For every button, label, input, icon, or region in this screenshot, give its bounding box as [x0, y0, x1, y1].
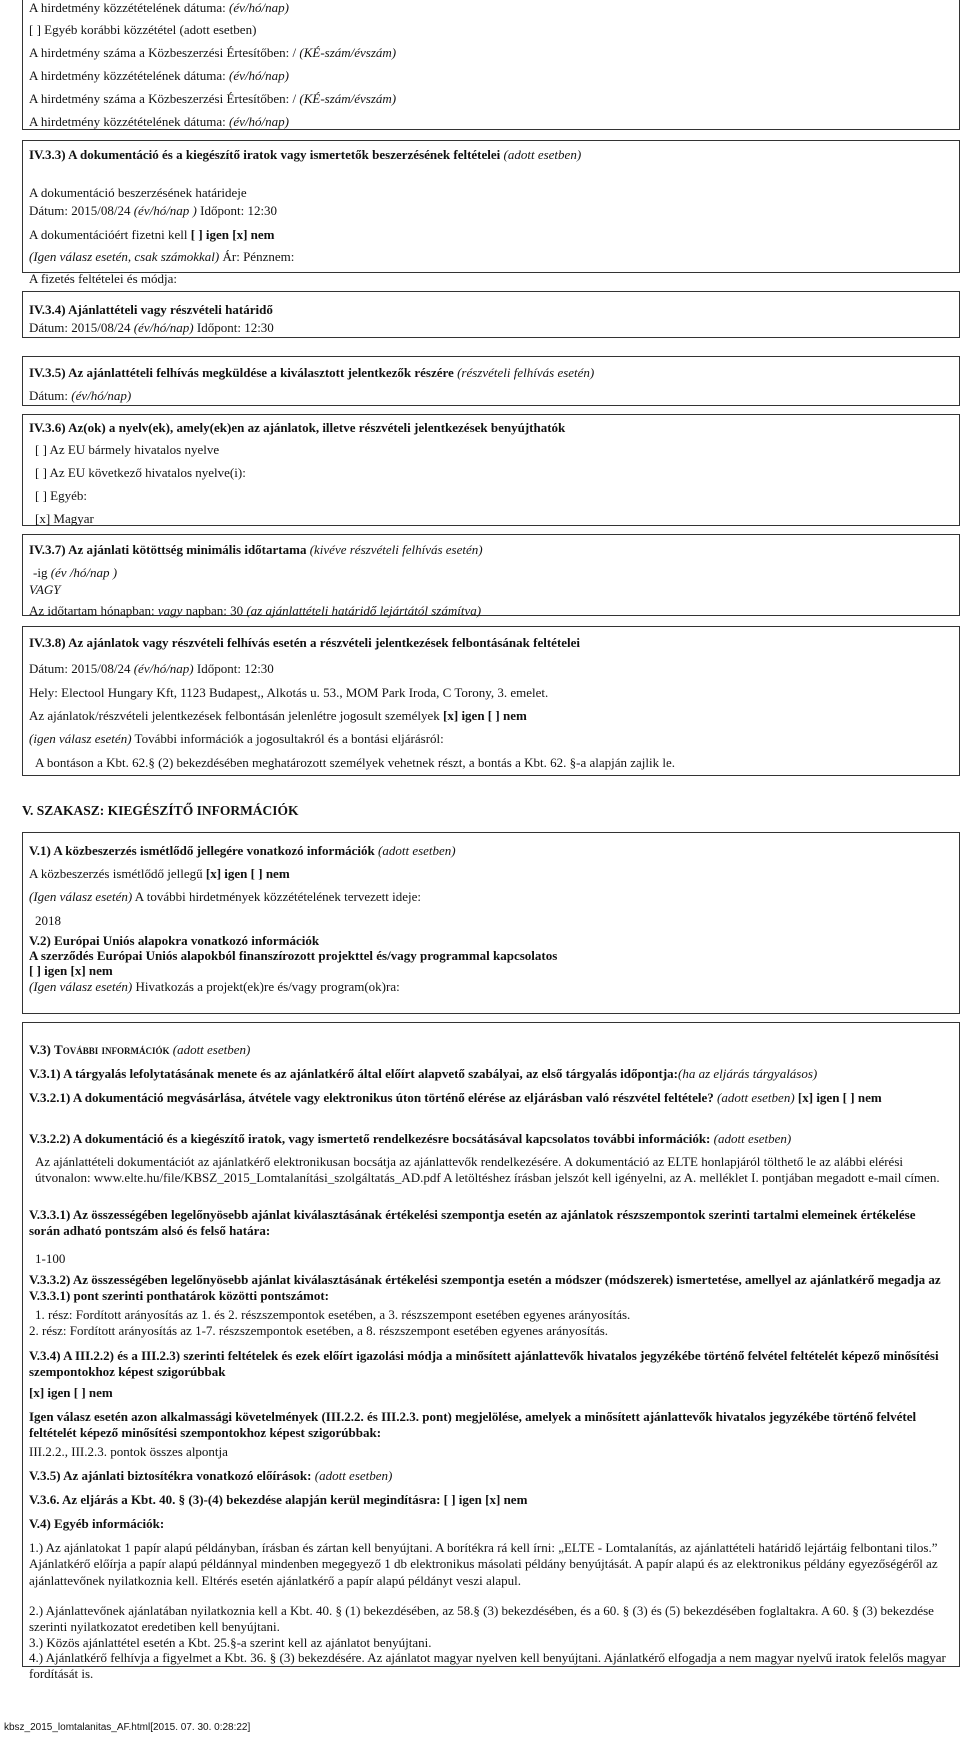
- documentation-info-title: V.3.2.2) A dokumentáció és a kiegészítő iratok, vagy ismertető rendelkezésre bocsátásával kapcsolatos további információk: (adott esetben): [29, 1131, 792, 1146]
- kbt-40-line: V.3.6. Az eljárás a Kbt. 40. § (3)-(4) bekezdése alapján kerül megindításra: [ ] igen [x] nem: [29, 1492, 528, 1507]
- section-title: IV.3.5) Az ajánlattételi felhívás megküldése a kiválasztott jelentkezők részére (részvételi felhívás esetén): [29, 365, 595, 380]
- next-notice-line: (Igen válasz esetén) A további hirdetmények közzétételének tervezett ideje:: [29, 889, 422, 904]
- section-v-3-v-4: [22, 1022, 960, 1682]
- prior-publication-box: [22, 0, 960, 130]
- language-option: [ ] Az EU bármely hivatalos nyelve: [35, 442, 220, 457]
- score-range-title: V.3.3.1) Az összességében legelőnyösebb ajánlat kiválasztásának értékelési szempontja esetén az ajánlatok részszempontok szerinti tartalmi elemeinek értékelése során adható pontszám alsó és felső határa:: [29, 1207, 916, 1239]
- scoring-method-part1: 1. rész: Fordított arányosítás az 1. és 2. részszempontok esetében, a 3. részszempont esetében egyenes arányosítás.: [35, 1307, 631, 1322]
- section-title: IV.3.7) Az ajánlati kötöttség minimális időtartama (kivéve részvételi felhívás esetén): [29, 542, 483, 557]
- documentation-condition: V.3.2.1) A dokumentáció megvásárlása, átvétele vagy elektronikus úton történő elérése az eljárásban való részvétel feltétele? (adott esetben) [x] igen [ ] nem: [29, 1090, 882, 1105]
- section-title: V.2) Európai Uniós alapokra vonatkozó információk: [29, 933, 320, 948]
- qualification-stricter-title: V.3.4) A III.2.2) és a III.2.3) szerinti feltételek és ezek előírt igazolási módja a minősített ajánlattevők hivatalos jegyzékébe történő felvétel feltételét képező minősítési szempontokhoz képest szigorúbbak: [29, 1348, 939, 1380]
- guarantee-line: V.3.5) Az ajánlati biztosítékra vonatkozó előírások: (adott esetben): [29, 1468, 393, 1483]
- notice-number-line: A hirdetmény száma a Közbeszerzési Értesítőben: / (KÉ-szám/évszám): [29, 45, 397, 60]
- pub-date-line: A hirdetmény közzétételének dátuma: (év/hó/nap): [29, 68, 289, 83]
- price-line: (Igen válasz esetén, csak számokkal) Ár: Pénznem:: [29, 249, 295, 264]
- documentation-info-text: Az ajánlattételi dokumentációt az ajánlatkérő elektronikusan bocsátja az ajánlattevők rendelkezésére. A dokumentáció az ELTE honlapjáról tölthető le az alábbi elérési útvonalon: www.elte.hu/file/KBSZ_2015_Lomtalanítási_szolgáltatás_AD.pdf A letöltéshez írásban jelszót kell igényelni, az A. melléklet I. pontjában megadott e-mail címen.: [35, 1154, 940, 1186]
- recurrence-line: A közbeszerzés ismétlődő jellegű [x] igen [ ] nem: [29, 866, 290, 881]
- next-notice-year: 2018: [35, 913, 61, 928]
- page-footer: kbsz_2015_lomtalanitas_AF.html[2015. 07. 30. 0:28:22]: [4, 1722, 251, 1733]
- section-title: V.1) A közbeszerzés ismétlődő jellegére vonatkozó információk (adott esetben): [29, 843, 456, 858]
- duration-line: Az időtartam hónapban: vagy napban: 30 (az ajánlattételi határidő lejártától számítva): [29, 603, 482, 618]
- pub-date-line: A hirdetmény közzétételének dátuma: (év/hó/nap): [29, 114, 289, 129]
- qualification-requirements-value: III.2.2., III.2.3. pontok összes alpontja: [29, 1444, 228, 1459]
- score-range-value: 1-100: [35, 1251, 66, 1266]
- other-info-p3: 3.) Közös ajánlattétel esetén a Kbt. 25.§-a szerint kell az ajánlatot benyújtani.: [29, 1635, 432, 1650]
- attendance-line: Az ajánlatok/részvételi jelentkezések felbontásán jelenlétre jogosult személyek [x] igen [ ] nem: [29, 708, 527, 723]
- section-title: IV.3.4) Ajánlattételi vagy részvételi határidő: [29, 302, 273, 317]
- scoring-method-part2: 2. rész: Fordított arányosítás az 1-7. részszempontok esetében, a 8. részszempont esetében egyenes arányosítás.: [29, 1323, 609, 1338]
- eu-funds-answer: [ ] igen [x] nem: [29, 963, 113, 978]
- section-title: IV.3.6) Az(ok) a nyelv(ek), amely(ek)en az ajánlatok, illetve részvételi jelentkezések benyújthatók: [29, 420, 566, 435]
- section-iv-3-7: [22, 534, 960, 616]
- deadline-date: Dátum: 2015/08/24 (év/hó/nap ) Időpont: 12:30: [29, 203, 278, 218]
- qualification-requirements-title: Igen válasz esetén azon alkalmassági követelmények (III.2.2. és III.2.3. pont) megjelölése, amelyek a minősített ajánlattevők hivatalos jegyzékébe történő felvétel feltételét képező minősítési szempontokhoz képest szigorúbbak:: [29, 1409, 917, 1441]
- section-v-heading: V. SZAKASZ: KIEGÉSZÍTŐ INFORMÁCIÓK: [22, 803, 299, 818]
- other-info-p4: 4.) Ajánlatkérő felhívja a figyelmet a Kbt. 36. § (3) bekezdésére. Az ajánlatot magyar nyelven kell benyújtani. Ajánlatkérő elfogadja a nem magyar nyelvű iratok felelős magyar fordítását is.: [29, 1650, 946, 1682]
- payment-terms: A fizetés feltételei és módja:: [29, 271, 177, 286]
- other-info-p1: 1.) Az ajánlatokat 1 papír alapú példányban, írásban és zártan kell benyújtani. A borítékra rá kell írni: „ELTE - Lomtalanítás, az ajánlattételi határidő lejártáig felbontani tilos.” Ajánlatkérő előírja a papír alapú példánnyal mindenben megegyező 1 db elektronikus másolati példány benyújtását. A papír alapú és az elektronikus példány egyezőségéről az ajánlattevőnek nyilatkoznia kell. Eltérés esetén ajánlatkérő a papír alapú példányt veszi alapul.: [29, 1540, 938, 1588]
- section-title: V.3) További információk (adott esetben): [29, 1042, 251, 1057]
- scoring-method-title: V.3.3.2) Az összességében legelőnyösebb ajánlat kiválasztásának értékelési szempontja esetén a módszer (módszerek) ismertetése, amellyel az ajánlatkérő megadja az V.3.3.1) pont szerinti ponthatárok közötti pontszámot:: [29, 1272, 941, 1304]
- deadline-date: Dátum: 2015/08/24 (év/hó/nap) Időpont: 12:30: [29, 320, 274, 335]
- negotiation-rules: V.3.1) A tárgyalás lefolytatásának menete és az ajánlatkérő által előírt alapvető szabályai, az első tárgyalás időpontja:(ha az eljárás tárgyalásos): [29, 1066, 818, 1081]
- section-title: IV.3.8) Az ajánlatok vagy részvételi felhívás esetén a részvételi jelentkezések felbontásának feltételei: [29, 635, 581, 650]
- eu-project-reference: (Igen válasz esetén) Hivatkozás a projekt(ek)re és/vagy program(ok)ra:: [29, 979, 400, 994]
- deadline-label: A dokumentáció beszerzésének határideje: [29, 185, 247, 200]
- other-publication-line: [ ] Egyéb korábbi közzététel (adott esetben): [29, 22, 257, 37]
- payment-line: A dokumentációért fizetni kell [ ] igen [x] nem: [29, 227, 275, 242]
- date-line: -ig (év /hó/nap ): [33, 565, 118, 580]
- section-iv-3-6: [22, 414, 960, 526]
- opening-procedure: A bontáson a Kbt. 62.§ (2) bekezdésében meghatározott személyek vehetnek részt, a bontás a Kbt. 62. §-a alapján zajlik le.: [35, 755, 676, 770]
- section-iv-3-3: [22, 140, 960, 286]
- date-line: Dátum: (év/hó/nap): [29, 388, 132, 403]
- section-iv-3-8: [22, 626, 960, 776]
- or-line: VAGY: [29, 582, 61, 597]
- section-v-1-v-2: [22, 832, 960, 1014]
- qualification-stricter-answer: [x] igen [ ] nem: [29, 1385, 113, 1400]
- language-option: [x] Magyar: [35, 511, 94, 526]
- language-option: [ ] Egyéb:: [35, 488, 87, 503]
- opening-date: Dátum: 2015/08/24 (év/hó/nap) Időpont: 12:30: [29, 661, 274, 676]
- other-info-p2: 2.) Ajánlattevőnek ajánlatában nyilatkoznia kell a Kbt. 40. § (1) bekezdésében, az 58.§ (3) bekezdésében, és a 60. § (3) és (5) bekezdésében foglaltakra. A 60. § (3) bekezdése szerinti nyilatkozatot eredetiben kell benyújtani.: [29, 1603, 934, 1635]
- other-info-title: V.4) Egyéb információk:: [29, 1516, 165, 1531]
- further-info-line: (igen válasz esetén) További információk a jogosultakról és a bontási eljárásról:: [29, 731, 444, 746]
- section-iv-3-4: [22, 291, 960, 338]
- pub-date-line: A hirdetmény közzétételének dátuma: (év/hó/nap): [29, 0, 289, 15]
- section-iv-3-5: [22, 356, 960, 406]
- eu-funds-question: A szerződés Európai Uniós alapokból finanszírozott projekttel és/vagy programmal kapcsolatos: [29, 948, 558, 963]
- notice-number-line: A hirdetmény száma a Közbeszerzési Értesítőben: / (KÉ-szám/évszám): [29, 91, 397, 106]
- opening-place: Hely: Electool Hungary Kft, 1123 Budapest,, Alkotás u. 53., MOM Park Iroda, C Torony, 3. emelet.: [29, 685, 549, 700]
- language-option: [ ] Az EU következő hivatalos nyelve(i):: [35, 465, 246, 480]
- section-title: IV.3.3) A dokumentáció és a kiegészítő iratok vagy ismertetők beszerzésének feltételei (adott esetben): [29, 147, 582, 162]
